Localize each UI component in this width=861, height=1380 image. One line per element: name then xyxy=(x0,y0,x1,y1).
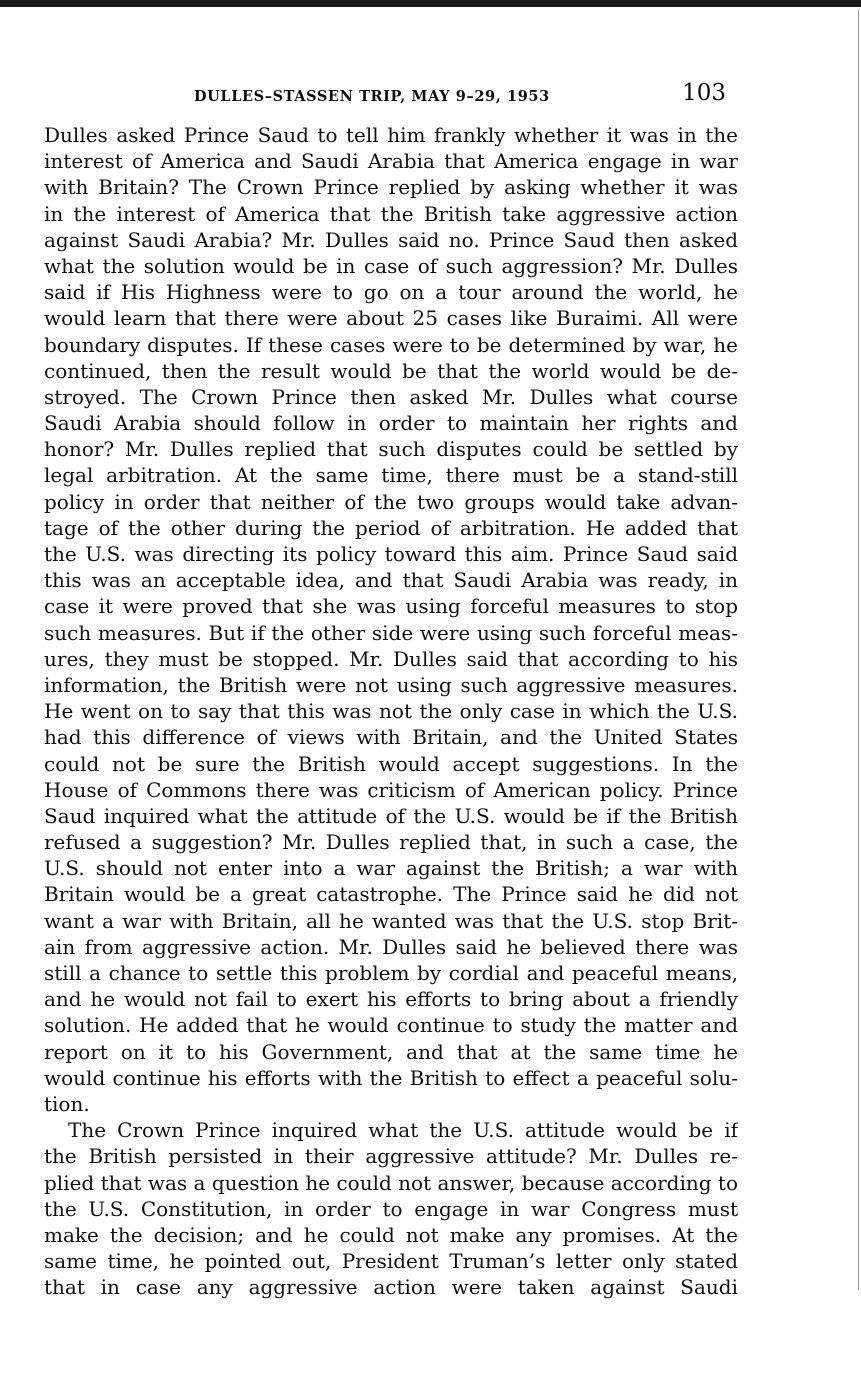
text-line: U.S. should not enter into a war against the British; a war with xyxy=(44,856,738,881)
text-line: such measures. But if the other side were using such forceful meas- xyxy=(44,620,738,645)
text-line: case it were proved that she was using forceful measures to stop xyxy=(44,594,738,619)
text-body xyxy=(44,122,738,1300)
text-line: continued, then the result would be that the world would be de- xyxy=(44,358,738,383)
text-line: this was an acceptable idea, and that Saudi Arabia was ready, in xyxy=(44,568,738,593)
text-line: plied that was a question he could not answer, because according to xyxy=(44,1170,738,1195)
page-number: 103 xyxy=(682,80,726,106)
running-title: DULLES–STASSEN TRIP, MAY 9–29, 1953 xyxy=(194,88,550,105)
text-line: the U.S. Constitution, in order to engage in war Congress must xyxy=(44,1196,738,1221)
text-line: solution. He added that he would continue to study the matter and xyxy=(44,1013,738,1038)
text-line: want a war with Britain, all he wanted was that the U.S. stop Brit- xyxy=(44,908,738,933)
text-line: refused a suggestion? Mr. Dulles replied that, in such a case, the xyxy=(44,830,738,855)
text-line: legal arbitration. At the same time, there must be a stand-still xyxy=(44,463,738,488)
page-edge-line xyxy=(858,10,859,1290)
text-line: Britain would be a great catastrophe. The Prince said he did not xyxy=(44,882,738,907)
text-line: ain from aggressive action. Mr. Dulles said he believed there was xyxy=(44,934,738,959)
text-line: ures, they must be stopped. Mr. Dulles said that according to his xyxy=(44,646,738,671)
text-line: and he would not fail to exert his efforts to bring about a friendly xyxy=(44,987,738,1012)
text-line: Dulles asked Prince Saud to tell him frankly whether it was in the xyxy=(44,123,738,147)
text-line: still a chance to settle this problem by cordial and peaceful means, xyxy=(44,961,738,985)
text-line: House of Commons there was criticism of American policy. Prince xyxy=(44,777,738,802)
text-line: report on it to his Government, and that at the same time he xyxy=(44,1039,738,1064)
text-line: what the solution would be in case of such aggression? Mr. Dulles xyxy=(44,253,738,278)
text-line: same time, he pointed out, President Truman’s letter only stated xyxy=(44,1249,738,1274)
text-line: boundary disputes. If these cases were to be determined by war, he xyxy=(44,332,738,357)
text-line: policy in order that neither of the two groups would take advan- xyxy=(44,489,738,514)
text-line: would learn that there were about 25 cases like Buraimi. All were xyxy=(44,306,738,331)
text-line: that in case any aggressive action were taken against Saudi xyxy=(44,1275,738,1300)
text-line: in the interest of America that the British take aggressive action xyxy=(44,201,738,226)
text-line: against Saudi Arabia? Mr. Dulles said no. Prince Saud then asked xyxy=(44,227,738,252)
text-line: the British persisted in their aggressive attitude? Mr. Dulles re- xyxy=(44,1144,738,1169)
text-line: Saud inquired what the attitude of the U.S. would be if the British xyxy=(44,803,738,828)
text-line: stroyed. The Crown Prince then asked Mr. Dulles what course xyxy=(44,384,738,409)
text-line: Saudi Arabia should follow in order to maintain her rights and xyxy=(44,411,738,436)
text-line: could not be sure the British would accept suggestions. In the xyxy=(44,751,738,776)
text-line: information, the British were not using such aggressive measures. xyxy=(44,672,738,697)
paragraph-2 xyxy=(44,1117,738,1300)
text-line: said if His Highness were to go on a tour around the world, he xyxy=(44,280,738,305)
text-line: with Britain? The Crown Prince replied by asking whether it was xyxy=(44,175,738,200)
paragraph-1 xyxy=(44,122,738,1117)
text-line: had this difference of views with Britain, and the United States xyxy=(44,725,738,750)
top-border-rule xyxy=(0,0,861,7)
text-line: tion. xyxy=(44,1091,90,1116)
text-line: would continue his efforts with the British to effect a peaceful solu- xyxy=(44,1065,738,1090)
text-line: The Crown Prince inquired what the U.S. attitude would be if xyxy=(68,1118,738,1143)
text-line: honor? Mr. Dulles replied that such disputes could be settled by xyxy=(44,437,738,462)
text-line: the U.S. was directing its policy toward this aim. Prince Saud said xyxy=(44,542,738,566)
text-line: interest of America and Saudi Arabia that America engage in war xyxy=(44,149,738,174)
text-line: make the decision; and he could not make any promises. At the xyxy=(44,1222,738,1247)
text-line: He went on to say that this was not the only case in which the U.S. xyxy=(44,699,738,724)
running-head xyxy=(46,80,736,108)
text-line: tage of the other during the period of arbitration. He added that xyxy=(44,515,738,540)
